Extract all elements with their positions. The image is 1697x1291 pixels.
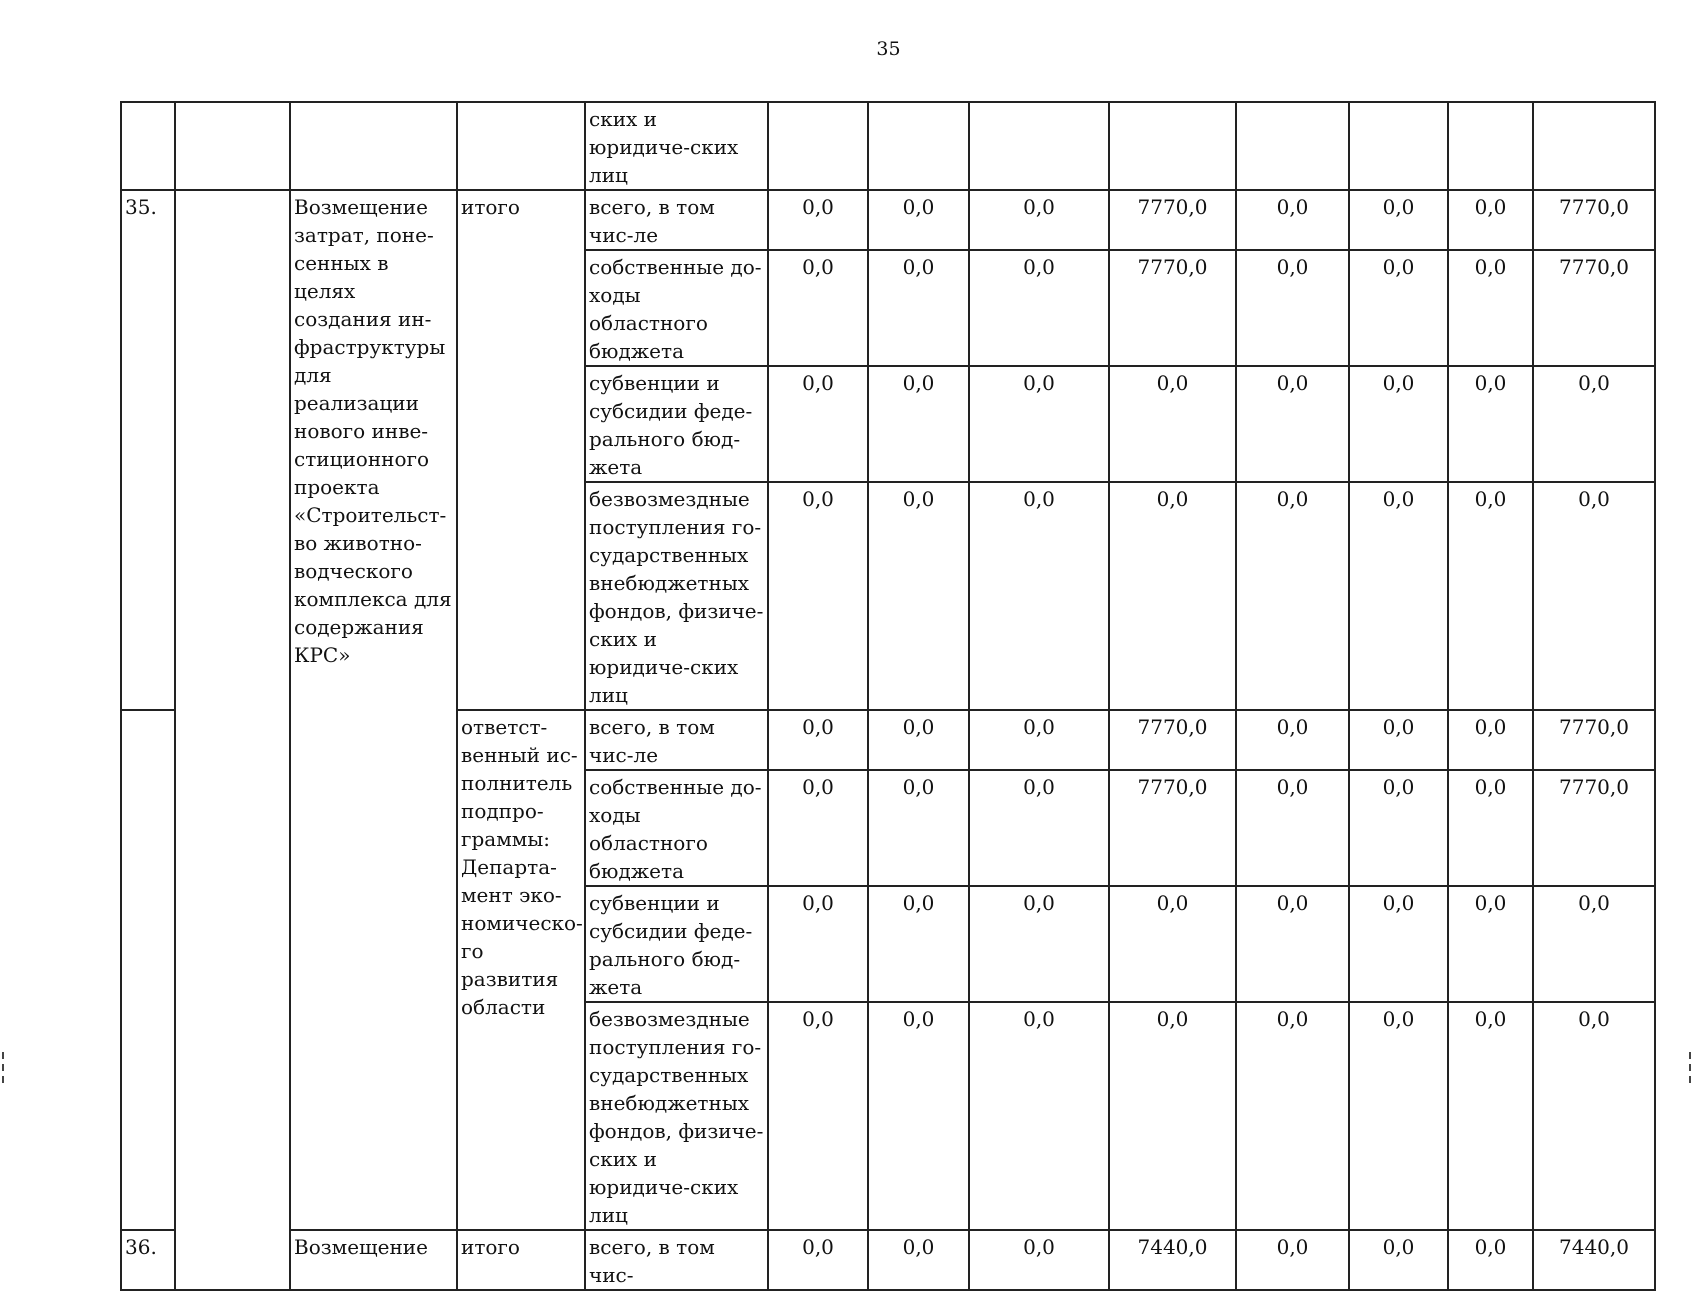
value-cell: 0,0 [969, 710, 1109, 770]
margin-mark [2, 1052, 4, 1059]
table-row [121, 190, 1655, 250]
source-cell: всего, в том чис- [585, 1230, 768, 1290]
measure-cell [290, 102, 457, 190]
value-cell: 0,0 [969, 1002, 1109, 1230]
value-cell [768, 102, 868, 190]
measure-cell: Возмещение затрат, поне-сенных в целях создания ин-фраструктуры для реализации нового инве-стиционного проекта «Строительст-во животно-водческого комплекса для содержания КРС» [290, 190, 457, 1230]
value-cell: 0,0 [1349, 1002, 1448, 1230]
measure-cell: Возмещение [290, 1230, 457, 1290]
margin-mark [1689, 1076, 1691, 1083]
value-cell: 0,0 [1448, 886, 1533, 1002]
source-cell: собственные до-ходы областного бюджета [585, 770, 768, 886]
budget-table [120, 101, 1656, 1291]
value-cell: 7770,0 [1109, 190, 1236, 250]
value-cell: 0,0 [1349, 1230, 1448, 1290]
value-cell: 7770,0 [1109, 250, 1236, 366]
value-cell: 0,0 [1448, 710, 1533, 770]
value-cell [1448, 102, 1533, 190]
value-cell: 0,0 [1109, 366, 1236, 482]
value-cell: 0,0 [1448, 482, 1533, 710]
value-cell: 0,0 [868, 1230, 969, 1290]
value-cell: 0,0 [1236, 886, 1349, 1002]
source-cell: субвенции и субсидии феде-рального бюд-жета [585, 886, 768, 1002]
number-cell: 36. [121, 1230, 175, 1290]
value-cell: 7770,0 [1533, 710, 1655, 770]
value-cell: 0,0 [1109, 482, 1236, 710]
value-cell: 0,0 [969, 770, 1109, 886]
value-cell: 7440,0 [1109, 1230, 1236, 1290]
number-cell [121, 102, 175, 190]
value-cell: 0,0 [1533, 886, 1655, 1002]
value-cell: 0,0 [768, 366, 868, 482]
value-cell [1349, 102, 1448, 190]
value-cell: 0,0 [1349, 710, 1448, 770]
value-cell: 0,0 [868, 190, 969, 250]
value-cell: 0,0 [1448, 770, 1533, 886]
value-cell: 0,0 [1236, 1230, 1349, 1290]
value-cell: 0,0 [1448, 366, 1533, 482]
value-cell: 0,0 [768, 886, 868, 1002]
value-cell: 7770,0 [1109, 710, 1236, 770]
value-cell: 0,0 [1533, 1002, 1655, 1230]
source-cell: собственные до-ходы областного бюджета [585, 250, 768, 366]
page-number: 35 [876, 38, 901, 60]
value-cell: 0,0 [768, 1002, 868, 1230]
number-cell: 35. [121, 190, 175, 710]
value-cell: 0,0 [1349, 482, 1448, 710]
value-cell: 0,0 [1236, 250, 1349, 366]
source-cell: безвозмездные поступления го-сударственных внебюджетных фондов, физиче-ских и юридиче-ских лиц [585, 482, 768, 710]
value-cell: 0,0 [969, 886, 1109, 1002]
value-cell: 0,0 [768, 250, 868, 366]
source-cell: ских и юридиче-ских лиц [585, 102, 768, 190]
blank-cell [175, 190, 290, 1290]
value-cell [1236, 102, 1349, 190]
value-cell: 0,0 [1349, 886, 1448, 1002]
value-cell: 0,0 [1448, 1230, 1533, 1290]
value-cell: 0,0 [969, 482, 1109, 710]
value-cell: 0,0 [768, 190, 868, 250]
value-cell: 0,0 [1236, 482, 1349, 710]
value-cell: 0,0 [1533, 366, 1655, 482]
value-cell: 0,0 [868, 482, 969, 710]
value-cell: 0,0 [768, 710, 868, 770]
value-cell: 7770,0 [1533, 190, 1655, 250]
value-cell: 0,0 [868, 1002, 969, 1230]
responsible-cell: ответст-венный ис-полнитель подпро-граммы: Департа-мент эко-номическо-го развития области [457, 710, 585, 1230]
source-cell: всего, в том чис-ле [585, 190, 768, 250]
table-row [121, 1230, 1655, 1290]
value-cell: 0,0 [1109, 886, 1236, 1002]
value-cell: 0,0 [1533, 482, 1655, 710]
value-cell: 0,0 [1448, 190, 1533, 250]
value-cell: 0,0 [768, 482, 868, 710]
margin-mark [2, 1064, 4, 1071]
value-cell: 0,0 [868, 250, 969, 366]
value-cell [1533, 102, 1655, 190]
value-cell: 7770,0 [1533, 250, 1655, 366]
value-cell [868, 102, 969, 190]
source-cell: всего, в том чис-ле [585, 710, 768, 770]
source-cell: субвенции и субсидии феде-рального бюд-жета [585, 366, 768, 482]
margin-mark [1689, 1052, 1691, 1059]
value-cell: 0,0 [1109, 1002, 1236, 1230]
value-cell: 0,0 [969, 366, 1109, 482]
value-cell: 0,0 [1448, 250, 1533, 366]
value-cell: 0,0 [1448, 1002, 1533, 1230]
value-cell: 0,0 [969, 1230, 1109, 1290]
value-cell: 0,0 [1236, 710, 1349, 770]
value-cell: 0,0 [1236, 190, 1349, 250]
value-cell: 0,0 [868, 770, 969, 886]
value-cell: 7440,0 [1533, 1230, 1655, 1290]
value-cell: 0,0 [969, 250, 1109, 366]
responsible-cell: итого [457, 1230, 585, 1290]
table-body [121, 102, 1655, 1290]
value-cell: 0,0 [868, 366, 969, 482]
value-cell: 0,0 [1236, 1002, 1349, 1230]
value-cell: 0,0 [1349, 770, 1448, 886]
value-cell: 0,0 [1349, 366, 1448, 482]
value-cell [969, 102, 1109, 190]
number-cell [121, 710, 175, 1230]
responsible-cell: итого [457, 190, 585, 710]
margin-mark [2, 1076, 4, 1083]
source-cell: безвозмездные поступления го-сударственных внебюджетных фондов, физиче-ских и юридиче-ских лиц [585, 1002, 768, 1230]
value-cell: 7770,0 [1109, 770, 1236, 886]
table-row [121, 102, 1655, 190]
value-cell: 0,0 [868, 886, 969, 1002]
margin-mark [1689, 1064, 1691, 1071]
blank-cell [175, 102, 290, 190]
value-cell: 0,0 [768, 770, 868, 886]
value-cell: 7770,0 [1533, 770, 1655, 886]
responsible-cell [457, 102, 585, 190]
value-cell: 0,0 [1349, 250, 1448, 366]
value-cell [1109, 102, 1236, 190]
value-cell: 0,0 [868, 710, 969, 770]
value-cell: 0,0 [1236, 770, 1349, 886]
value-cell: 0,0 [1236, 366, 1349, 482]
value-cell: 0,0 [1349, 190, 1448, 250]
value-cell: 0,0 [768, 1230, 868, 1290]
value-cell: 0,0 [969, 190, 1109, 250]
